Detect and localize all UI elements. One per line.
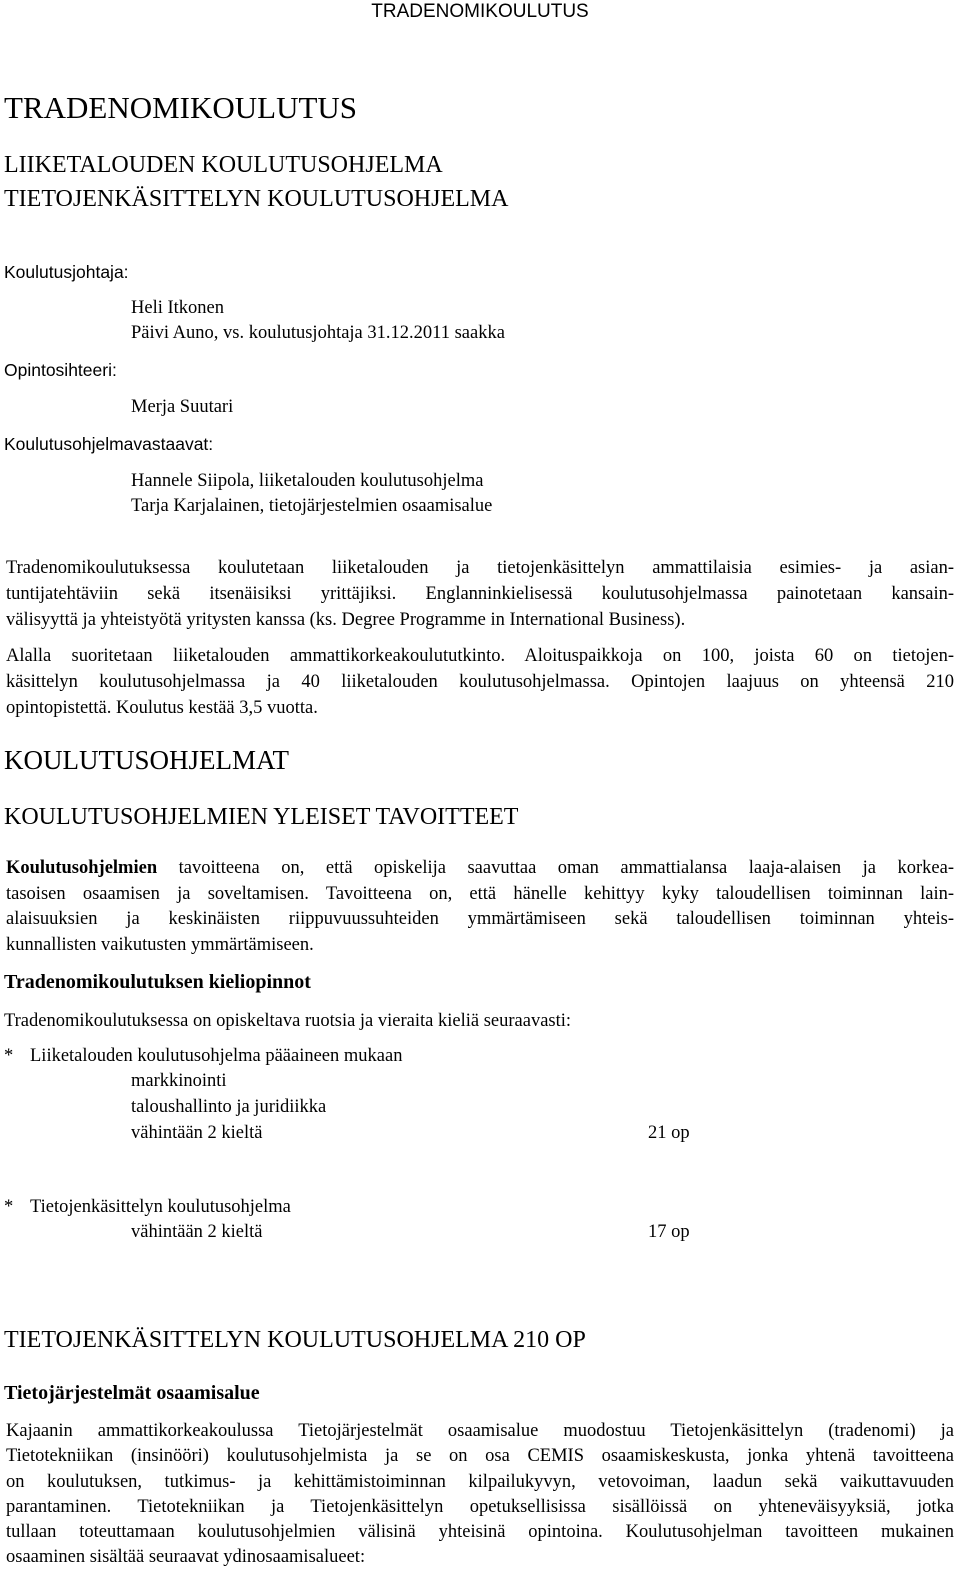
degree-line: käsittelyn koulutusohjelmassa ja 40 liiketalouden koulutusohjelmassa. Opintojen laajuus on yhteensä 210	[6, 672, 954, 692]
goals-title: KOULUTUSOHJELMIEN YLEISET TAVOITTEET	[4, 804, 519, 830]
degree-paragraph	[6, 643, 954, 721]
it-programme-name: Tietojenkäsittelyn koulutusohjelma	[30, 1197, 291, 1217]
intro-line: Tradenomikoulutuksessa koulutetaan liiketalouden ja tietojenkäsittelyn ammattilaisia esimies- ja asian-	[6, 558, 954, 578]
goals-paragraph	[6, 856, 954, 958]
goals-line	[6, 856, 954, 882]
director-label: Koulutusjohtaja:	[4, 262, 129, 282]
responsible-it: Tarja Karjalainen, tietojärjestelmien osaamisalue	[131, 496, 493, 516]
it-programme-paragraph	[6, 1419, 954, 1571]
responsible-business: Hannele Siipola, liiketalouden koulutusohjelma	[131, 471, 484, 491]
languages-intro: Tradenomikoulutuksessa on opiskeltava ruotsia ja vieraita kieliä seuraavasti:	[4, 1011, 572, 1031]
it-programme-subtitle: Tietojärjestelmät osaamisalue	[4, 1382, 260, 1404]
bullet-marker: *	[4, 1197, 14, 1217]
goals-line: alaisuuksien ja keskinäisten riippuvuussuhteiden ymmärtämiseen sekä taloudellisen toiminnan yhteis-	[6, 909, 954, 929]
intro-paragraph	[6, 555, 954, 633]
goals-line: kunnallisten vaikutusten ymmärtämiseen.	[6, 934, 314, 955]
languages-title: Tradenomikoulutuksen kieliopinnot	[4, 971, 311, 993]
business-major-finance: taloushallinto ja juridiikka	[131, 1097, 327, 1117]
it-language-requirement: vähintään 2 kieltä	[131, 1222, 263, 1242]
intro-line: välisyyttä ja yhteistyötä yritysten kanssa (ks. Degree Programme in International Business).	[6, 610, 686, 630]
secretary-name: Merja Suutari	[131, 397, 234, 417]
business-major-marketing: markkinointi	[131, 1071, 227, 1091]
goals-line: tasoisen osaamisen ja soveltamisen. Tavoitteena on, että hänelle kehittyy kyky taloudellisen toiminnan lain-	[6, 883, 954, 904]
business-language-credits: 21 op	[648, 1123, 690, 1143]
it-programme-line: on koulutuksen, tutkimus- ja kehittämistoiminnan kilpailukyvyn, vetovoiman, laadun sekä vaikuttavuuden	[6, 1471, 954, 1492]
it-programme-line: Kajaanin ammattikorkeakoulussa Tietojärjestelmät osaamisalue muodostuu Tietojenkäsittelyn (tradenomi) ja	[6, 1421, 954, 1441]
acting-director-name: Päivi Auno, vs. koulutusjohtaja 31.12.2011 saakka	[131, 323, 505, 343]
it-programme-line: Tietotekniikan (insinööri) koulutusohjelmista ja se on osa CEMIS osaamiskeskusta, jonka yhtenä tavoitteena	[6, 1446, 954, 1467]
running-header: TRADENOMIKOULUTUS	[371, 1, 589, 22]
degree-line: Alalla suoritetaan liiketalouden ammattikorkeakoulututkinto. Aloituspaikkoja on 100, joista 60 on tietojen-	[6, 646, 954, 666]
goals-lead: Koulutusohjelmien	[6, 858, 158, 878]
it-programme-line: tullaan toteuttamaan koulutusohjelmien välisinä yhteisinä opintoina. Koulutusohjelman tavoitteen mukainen	[6, 1522, 954, 1543]
responsible-label: Koulutusohjelmavastaavat:	[4, 434, 214, 454]
business-language-requirement: vähintään 2 kieltä	[131, 1123, 263, 1143]
it-programme-title: TIETOJENKÄSITTELYN KOULUTUSOHJELMA 210 OP	[4, 1327, 586, 1353]
it-programme-line: osaaminen sisältää seuraavat ydinosaamisalueet:	[6, 1547, 366, 1568]
director-name: Heli Itkonen	[131, 298, 224, 318]
section-title: KOULUTUSOHJELMAT	[4, 745, 289, 775]
page-title: TRADENOMIKOULUTUS	[4, 90, 358, 125]
business-programme-name: Liiketalouden koulutusohjelma pääaineen mukaan	[30, 1046, 403, 1066]
programme-title-it: TIETOJENKÄSITTELYN KOULUTUSOHJELMA	[4, 186, 509, 212]
it-language-credits: 17 op	[648, 1222, 690, 1242]
secretary-label: Opintosihteeri:	[4, 360, 117, 380]
degree-line: opintopistettä. Koulutus kestää 3,5 vuotta.	[6, 698, 318, 718]
it-programme-line: parantaminen. Tietotekniikan ja Tietojenkäsittelyn opetuksellisissa sisällöissä on yhteneväisyyksiä, jotka	[6, 1496, 954, 1517]
goals-first-line: tavoitteena on, että opiskelija saavuttaa oman ammattialansa laaja-alaisen ja korkea-	[157, 858, 954, 878]
bullet-marker: *	[4, 1046, 14, 1066]
intro-line: tuntijatehtäviin sekä itsenäisiksi yrittäjiksi. Englanninkielisessä koulutusohjelmassa painotetaan kansain-	[6, 584, 954, 604]
programme-title-business: LIIKETALOUDEN KOULUTUSOHJELMA	[4, 152, 443, 178]
